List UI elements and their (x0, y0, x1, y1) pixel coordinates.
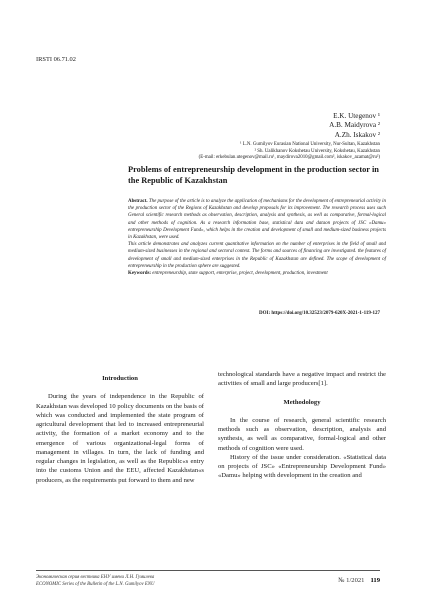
journal-name-ru: Экономическая серия вестника ЕНУ имени Л.Н. Гумилева (36, 575, 155, 580)
footer-divider (36, 570, 380, 571)
body-paragraph: During the years of independence in the Republic of Kazakhstan was developed 10 policy documents on the basis of which was conducted and implemented the state program of agricultural development that led to increased entrepreneurial activity, the formation of a market economy and to the emergence of various organizational-legal forms of management in villages. In turn, the lack of funding and regular changes in legislation, as well as the Republic«s entry into the customs Union and the EEU, affected Kazakhstan«s producers, as the requirements put forward to them and new (36, 393, 204, 484)
body-paragraph: technological standards have a negative impact and restrict the activities of small and large producers[1]. (218, 371, 386, 388)
author-name: A.Zh. Iskakov ² (334, 130, 380, 139)
journal-series (36, 575, 154, 589)
section-heading-introduction: Introduction (102, 375, 138, 382)
doi-link[interactable]: DOI: https://doi.org/10.32523/2079-620X-2021-1-119-127 (259, 311, 380, 316)
page-number: 119 (370, 577, 380, 584)
affiliation-line: (E-mail: erkebulan.utegenov@mail.ru¹, maydirova2010@gmail.com², iskakov_azamat@ru²) (198, 155, 380, 161)
keywords-label: Keywords: (128, 271, 152, 277)
abstract-text: The purpose of the article is to analyze the application of mechanisms for the development of entrepreneurial activity in the production sector of the Regions of Kazakhstan and develop proposals for its improvement. The research process uses such General scientific research methods as observation, description, analysis and synthesis, as well as comparative, formal-logical and other methods of cognition. As a research information base, statistical data and dataon projects of JSC «Damu» entrepreneurship Development Fund», which helps in the creation and development of small and medium-sized business projects in Kazakhstan, were used. (128, 199, 386, 241)
affiliations (199, 142, 380, 162)
author-list (329, 112, 380, 140)
irsti-code: IRSTI 06.71.02 (36, 56, 76, 63)
abstract-block (128, 198, 386, 277)
left-column (36, 374, 204, 485)
author-name: E.K. Utegenov ¹ (333, 112, 380, 120)
abstract-label: Abstract. (128, 199, 148, 204)
body-paragraph: In the course of research, general scientific research methods such as observation, description, analysis and synthesis, as well as comparative, formal-logical and other methods of cognition were used. (218, 416, 386, 452)
keywords-text: entrepreneurship, state support, enterprise, project, development, production, investment (152, 271, 328, 277)
journal-name-en: ECONOMIC Series of the Bulletin of the L.N. Gumilyov ENU (36, 581, 155, 587)
page-info (338, 577, 380, 584)
issue-number: № 1/2021 (338, 577, 365, 584)
keywords-line (128, 270, 386, 277)
author-name: A.B. Maidyrova ² (329, 121, 380, 130)
abstract-paragraph: This article demonstrates and analyzes current quantitative information on the number of enterprises in the field of small and medium-sized businesses in the regional and sectoral context. The forms and sources of financing are investigated. the features of development of small and medium-sized enterprises in the Republic of Kazakhstan are defined. The scope of development of entrepreneurship in the production sphere are suggested. (128, 242, 386, 269)
body-paragraph: History of the issue under consideration. «Statistical data on projects of JSC» «Entrepreneurship Development Fund» «Damu» helping with development in the creation and (218, 453, 386, 480)
right-column (218, 370, 386, 481)
affiliation-line: ² Sh. Ualikhanov Kokshetau University, Kokshetau, Kazakhstan (254, 148, 380, 154)
affiliation-line: ¹ L.N. Gumilyov Eurasian National University, Nur-Sultan, Kazakhstan (240, 142, 380, 147)
article-title: Problems of entrepreneurship development in the production sector in the Republic of Kazakhstan (128, 165, 379, 185)
abstract-paragraph (128, 198, 386, 241)
section-heading-methodology: Methodology (283, 398, 321, 406)
